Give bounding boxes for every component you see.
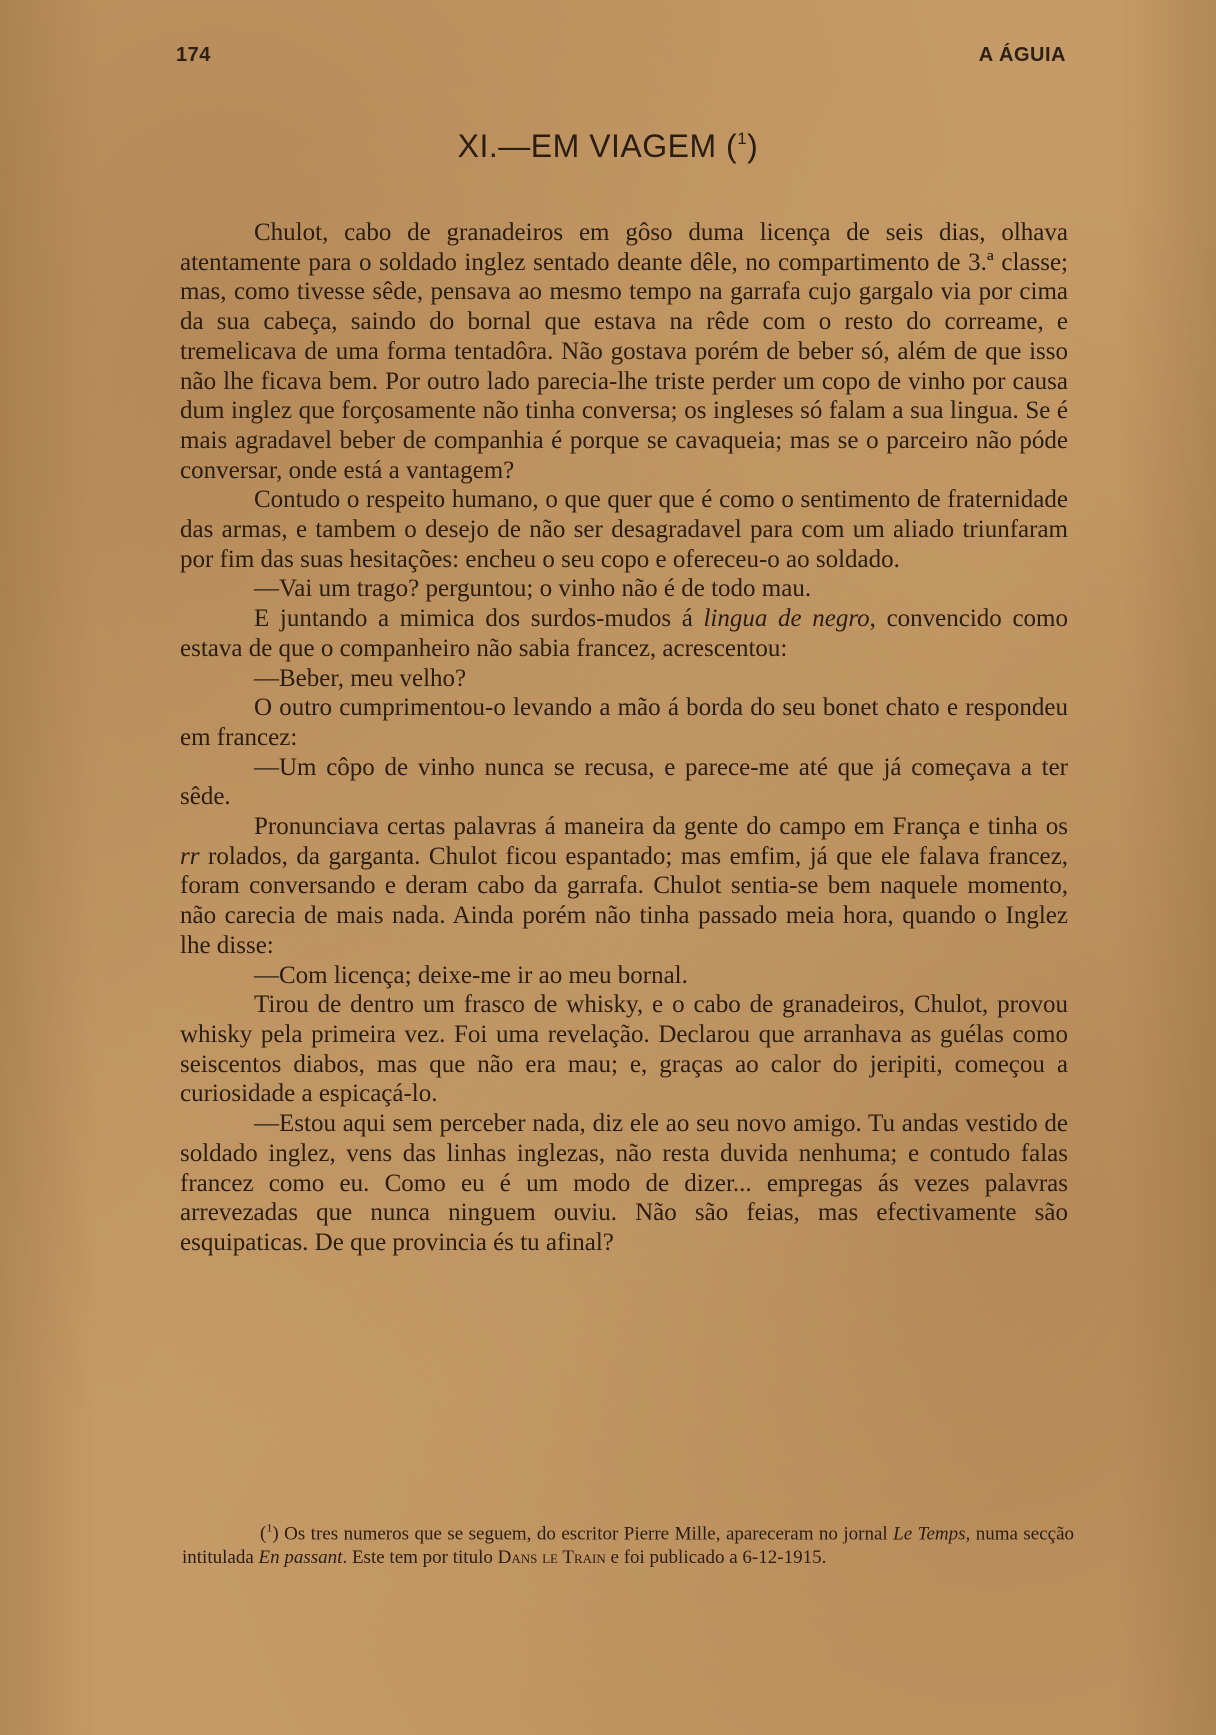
footnote-smallcaps-title: Dans le Train — [497, 1547, 606, 1569]
footnote — [182, 1516, 1074, 1570]
footnote-marker: ($^1$) — [260, 1521, 279, 1545]
paragraph: O outro cumprimentou-o levando a mão á borda do seu bonet chato e respondeu em francez: — [180, 694, 1068, 751]
chapter-title-text: XI.—EM VIAGEM ( — [457, 128, 738, 164]
footnote-italic: Le Temps — [893, 1523, 966, 1545]
chapter-footnote-mark[interactable]: 1 — [737, 129, 748, 148]
paragraph — [180, 604, 1068, 663]
footnote-marker-number: 1 — [266, 1521, 273, 1535]
footnote-segment: , numa secção intitulada — [182, 1523, 1074, 1569]
paragraph: Chulot, cabo de granadeiros em gôso duma licença de seis dias, olhava atentamente para o soldado inglez sentado deante dêle, no compartimento de 3.ª classe; mas, como tivesse sêde, pensava ao mesmo tempo na garrafa cujo gargalo via por cima da sua cabeça, saindo do bornal que estava na rêde com o resto do correame, e tremelicava de uma forma tentadôra. Não gostava porém de beber só, além de que isso não lhe ficava bem. Por outro lado parecia-lhe triste perder um copo de vinho por causa dum inglez que forçosamente não tinha conversa; os ingleses só falam a sua lingua. Se é mais agradavel beber de companhia é porque se cavaqueia; mas se o parceiro não póde conversar, onde está a vantagem? — [180, 219, 1068, 484]
paragraph — [180, 812, 1068, 961]
paragraph-text: rolados, da garganta. Chulot ficou espantado; mas emfim, já que ele falava francez, foram conversando e deram cabo da garrafa. Chulot sentia-se bem naquele momento, não carecia de mais nada. Ainda porém não tinha passado meia hora, quando o Inglez lhe disse: — [180, 842, 1068, 959]
footnote-segment: e foi publicado a 6-12-1915. — [605, 1547, 827, 1569]
chapter-title-close: ) — [747, 128, 759, 164]
italic-phrase: rr — [180, 842, 200, 870]
running-title: A ÁGUIA — [978, 44, 1066, 66]
chapter-title — [0, 128, 1216, 165]
paragraph-text: Pronunciava certas palavras á maneira da gente do campo em França e tinha os — [254, 813, 1068, 841]
paragraph: Tirou de dentro um frasco de whisky, e o cabo de granadeiros, Chulot, provou whisky pela primeira vez. Foi uma revelação. Declarou que arranhava as guélas como seiscentos diabos, mas que não era mau; e, graças ao calor do jeripiti, começou a curiosidade a espicaçá-lo. — [180, 991, 1068, 1108]
paragraph-text: , convencido como estava de que o companheiro não sabia francez, acrescentou: — [180, 605, 1068, 662]
paragraph: —Beber, meu velho? — [254, 664, 467, 692]
paragraph: —Com licença; deixe-me ir ao meu bornal. — [254, 961, 688, 989]
page-header — [176, 44, 1066, 74]
paragraph: —Um côpo de vinho nunca se recusa, e parece-me até que já começava a ter sêde. — [180, 753, 1068, 811]
paragraph-text: E juntando a mimica dos surdos-mudos á — [254, 605, 704, 633]
footnote-text — [182, 1516, 1074, 1570]
paragraph: Contudo o respeito humano, o que quer que é como o sentimento de fraternidade das armas, e tambem o desejo de não ser desagradavel para com um aliado triunfaram por fim das suas hesitações: encheu o seu copo e ofereceu-o ao soldado. — [180, 486, 1068, 573]
footnote-italic: En passant — [258, 1547, 343, 1569]
page-number: 174 — [176, 44, 211, 66]
italic-phrase: lingua de negro — [703, 605, 870, 633]
footnote-segment: . Este tem por titulo — [342, 1547, 498, 1569]
body-text — [180, 218, 1068, 1258]
paragraph: —Estou aqui sem perceber nada, diz ele ao seu novo amigo. Tu andas vestido de soldado inglez, vens das linhas inglezas, não resta duvida nenhuma; e contudo falas francez como eu. Como eu é um modo de dizer... empregas ás vezes palavras arrevezadas que nunca ninguem ouviu. Não são feias, mas efectivamente são esquipaticas. De que provincia és tu afinal? — [180, 1110, 1068, 1256]
footnote-segment: Os tres numeros que se seguem, do escritor Pierre Mille, apareceram no jornal — [278, 1523, 894, 1545]
paragraph: —Vai um trago? perguntou; o vinho não é de todo mau. — [254, 575, 812, 603]
